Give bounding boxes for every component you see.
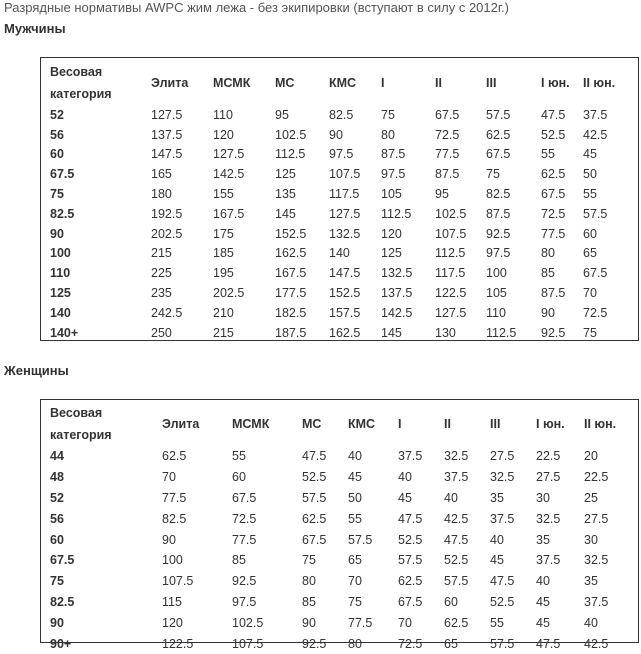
norm-value-cell: 72.5 bbox=[583, 305, 608, 320]
norm-value-cell: 37.5 bbox=[536, 553, 561, 568]
men-table-body bbox=[50, 105, 636, 343]
norm-value-cell: 80 bbox=[348, 636, 362, 651]
weight-category-cell: 140+ bbox=[50, 325, 79, 340]
norm-value-cell: 32.5 bbox=[490, 470, 515, 485]
norm-value-cell: 107.5 bbox=[329, 167, 361, 182]
norm-value-cell: 75 bbox=[381, 107, 395, 122]
norm-value-cell: 42.5 bbox=[583, 127, 608, 142]
norm-value-cell: 40 bbox=[490, 532, 504, 547]
norm-value-cell: 55 bbox=[490, 615, 504, 630]
column-header: I bbox=[381, 75, 385, 90]
norm-value-cell: 125 bbox=[275, 167, 296, 182]
norm-value-cell: 62.5 bbox=[302, 511, 327, 526]
norm-value-cell: 152.5 bbox=[275, 226, 307, 241]
norm-value-cell: 62.5 bbox=[444, 615, 469, 630]
norm-value-cell: 117.5 bbox=[329, 187, 360, 202]
norm-value-cell: 115 bbox=[162, 594, 182, 609]
column-header: МС bbox=[302, 417, 322, 431]
norm-value-cell: 30 bbox=[584, 532, 598, 547]
men-table-box bbox=[40, 57, 639, 341]
weight-category-cell: 100 bbox=[50, 246, 71, 261]
page-title: Разрядные нормативы AWPC жим лежа - без экипировки (вступают в силу с 2012г.) bbox=[4, 0, 509, 15]
norm-value-cell: 72.5 bbox=[541, 206, 566, 221]
table-row bbox=[50, 488, 636, 509]
norm-value-cell: 57.5 bbox=[490, 636, 515, 651]
women-table-body bbox=[50, 446, 636, 654]
norm-value-cell: 47.5 bbox=[490, 574, 515, 589]
column-header: II bbox=[435, 75, 442, 90]
norm-value-cell: 125 bbox=[381, 246, 402, 261]
norm-value-cell: 225 bbox=[151, 266, 172, 281]
norm-value-cell: 77.5 bbox=[435, 147, 460, 162]
weight-category-cell: 82.5 bbox=[50, 594, 75, 609]
norm-value-cell: 47.5 bbox=[398, 511, 423, 526]
norm-value-cell: 167.5 bbox=[275, 266, 307, 281]
norm-value-cell: 47.5 bbox=[536, 636, 561, 651]
norm-value-cell: 45 bbox=[490, 553, 504, 568]
norm-value-cell: 122.5 bbox=[162, 636, 194, 651]
norm-value-cell: 137.5 bbox=[381, 286, 413, 301]
norm-value-cell: 82.5 bbox=[486, 187, 511, 202]
norm-value-cell: 35 bbox=[490, 490, 504, 505]
weight-category-cell: 52 bbox=[50, 107, 64, 122]
norm-value-cell: 55 bbox=[583, 187, 597, 202]
norm-value-cell: 132.5 bbox=[329, 226, 361, 241]
norm-value-cell: 40 bbox=[536, 574, 550, 589]
norm-value-cell: 162.5 bbox=[275, 246, 307, 261]
norm-value-cell: 92.5 bbox=[486, 226, 511, 241]
norm-value-cell: 130 bbox=[435, 325, 456, 340]
norm-value-cell: 182.5 bbox=[275, 305, 307, 320]
norm-value-cell: 177.5 bbox=[275, 286, 307, 301]
norm-value-cell: 215 bbox=[151, 246, 172, 261]
norm-value-cell: 77.5 bbox=[348, 615, 373, 630]
norm-value-cell: 92.5 bbox=[232, 574, 257, 589]
weight-category-cell: 75 bbox=[50, 187, 64, 202]
table-row bbox=[50, 633, 636, 654]
column-header-weight-category: Весовая категория bbox=[50, 406, 112, 442]
men-header-row bbox=[50, 60, 636, 105]
norm-value-cell: 92.5 bbox=[302, 636, 327, 651]
norm-value-cell: 202.5 bbox=[151, 226, 183, 241]
norm-value-cell: 95 bbox=[275, 107, 289, 122]
weight-category-cell: 48 bbox=[50, 470, 64, 485]
norm-value-cell: 110 bbox=[213, 107, 233, 122]
norm-value-cell: 27.5 bbox=[536, 470, 561, 485]
norm-value-cell: 165 bbox=[151, 167, 172, 182]
norm-value-cell: 75 bbox=[583, 325, 597, 340]
norm-value-cell: 67.5 bbox=[583, 266, 608, 281]
norm-value-cell: 40 bbox=[444, 490, 458, 505]
norm-value-cell: 145 bbox=[275, 206, 296, 221]
column-header: II юн. bbox=[583, 75, 616, 90]
table-row bbox=[50, 467, 636, 488]
norm-value-cell: 155 bbox=[213, 187, 234, 202]
norm-value-cell: 127.5 bbox=[329, 206, 361, 221]
weight-category-cell: 56 bbox=[50, 511, 64, 526]
weight-category-cell: 60 bbox=[50, 147, 64, 162]
men-norms-table bbox=[50, 60, 636, 343]
norm-value-cell: 215 bbox=[213, 325, 234, 340]
norm-value-cell: 55 bbox=[348, 511, 362, 526]
norm-value-cell: 52.5 bbox=[490, 594, 515, 609]
norm-value-cell: 57.5 bbox=[398, 553, 423, 568]
norm-value-cell: 120 bbox=[381, 226, 402, 241]
norm-value-cell: 62.5 bbox=[486, 127, 511, 142]
norm-value-cell: 97.5 bbox=[329, 147, 354, 162]
table-row bbox=[50, 145, 636, 165]
norm-value-cell: 52.5 bbox=[302, 470, 327, 485]
norm-value-cell: 60 bbox=[444, 594, 458, 609]
weight-category-cell: 90 bbox=[50, 226, 64, 241]
table-row bbox=[50, 550, 636, 571]
norm-value-cell: 90 bbox=[329, 127, 343, 142]
norm-value-cell: 102.5 bbox=[232, 615, 264, 630]
norm-value-cell: 112.5 bbox=[381, 206, 412, 221]
table-row bbox=[50, 164, 636, 184]
norm-value-cell: 85 bbox=[232, 553, 246, 568]
column-header: МС bbox=[275, 75, 295, 90]
norm-value-cell: 85 bbox=[302, 594, 316, 609]
norm-value-cell: 152.5 bbox=[329, 286, 361, 301]
weight-category-cell: 52 bbox=[50, 490, 64, 505]
norm-value-cell: 90 bbox=[541, 305, 555, 320]
norm-value-cell: 87.5 bbox=[435, 167, 460, 182]
column-header: III bbox=[486, 75, 497, 90]
table-row bbox=[50, 125, 636, 145]
norm-value-cell: 107.5 bbox=[162, 574, 194, 589]
norm-value-cell: 137.5 bbox=[151, 127, 183, 142]
norm-value-cell: 127.5 bbox=[213, 147, 245, 162]
norm-value-cell: 67.5 bbox=[486, 147, 511, 162]
norm-value-cell: 50 bbox=[348, 490, 362, 505]
norm-value-cell: 37.5 bbox=[583, 107, 608, 122]
norm-value-cell: 187.5 bbox=[275, 325, 307, 340]
norm-value-cell: 120 bbox=[213, 127, 234, 142]
norm-value-cell: 107.5 bbox=[232, 636, 264, 651]
norm-value-cell: 82.5 bbox=[329, 107, 354, 122]
norm-value-cell: 47.5 bbox=[541, 107, 566, 122]
table-row bbox=[50, 592, 636, 613]
norm-value-cell: 75 bbox=[302, 553, 316, 568]
norm-value-cell: 100 bbox=[486, 266, 507, 281]
norm-value-cell: 140 bbox=[329, 246, 350, 261]
column-header: III bbox=[490, 417, 501, 431]
table-row bbox=[50, 263, 636, 283]
norm-value-cell: 30 bbox=[536, 490, 550, 505]
table-row bbox=[50, 508, 636, 529]
weight-category-cell: 67.5 bbox=[50, 167, 75, 182]
norm-value-cell: 67.5 bbox=[232, 490, 257, 505]
men-table-header bbox=[50, 60, 636, 105]
norm-value-cell: 55 bbox=[232, 449, 246, 464]
norm-value-cell: 70 bbox=[398, 615, 412, 630]
norm-value-cell: 85 bbox=[541, 266, 555, 281]
table-row bbox=[50, 303, 636, 323]
weight-category-cell: 60 bbox=[50, 532, 64, 547]
norm-value-cell: 127.5 bbox=[151, 107, 183, 122]
norm-value-cell: 57.5 bbox=[583, 206, 608, 221]
norm-value-cell: 145 bbox=[381, 325, 402, 340]
norm-value-cell: 195 bbox=[213, 266, 234, 281]
norm-value-cell: 167.5 bbox=[213, 206, 245, 221]
norm-value-cell: 57.5 bbox=[302, 490, 327, 505]
column-header: I юн. bbox=[536, 417, 565, 431]
table-row bbox=[50, 105, 636, 125]
norm-value-cell: 90 bbox=[162, 532, 176, 547]
norm-value-cell: 67.5 bbox=[435, 107, 460, 122]
norm-value-cell: 35 bbox=[584, 574, 598, 589]
norm-value-cell: 72.5 bbox=[435, 127, 460, 142]
weight-category-cell: 82.5 bbox=[50, 206, 75, 221]
norm-value-cell: 95 bbox=[435, 187, 449, 202]
norm-value-cell: 132.5 bbox=[381, 266, 413, 281]
norm-value-cell: 22.5 bbox=[584, 470, 609, 485]
column-header-weight-category: Весовая категория bbox=[50, 64, 112, 101]
norm-value-cell: 27.5 bbox=[490, 449, 515, 464]
norm-value-cell: 87.5 bbox=[486, 206, 511, 221]
norm-value-cell: 32.5 bbox=[536, 511, 561, 526]
norm-value-cell: 32.5 bbox=[444, 449, 469, 464]
women-norms-table bbox=[50, 402, 636, 654]
norm-value-cell: 175 bbox=[213, 226, 234, 241]
norm-value-cell: 80 bbox=[541, 246, 555, 261]
norm-value-cell: 65 bbox=[348, 553, 362, 568]
column-header: КМС bbox=[329, 75, 357, 90]
table-row bbox=[50, 244, 636, 264]
norm-value-cell: 75 bbox=[348, 594, 362, 609]
norm-value-cell: 100 bbox=[162, 553, 183, 568]
norm-value-cell: 77.5 bbox=[541, 226, 566, 241]
column-header: II юн. bbox=[584, 417, 617, 431]
norm-value-cell: 20 bbox=[584, 449, 598, 464]
norm-value-cell: 97.5 bbox=[486, 246, 511, 261]
women-heading: Женщины bbox=[4, 363, 69, 378]
norm-value-cell: 67.5 bbox=[541, 187, 566, 202]
column-header: МСМК bbox=[232, 417, 270, 431]
norm-value-cell: 142.5 bbox=[213, 167, 245, 182]
table-row bbox=[50, 224, 636, 244]
column-header: I bbox=[398, 417, 402, 431]
table-row bbox=[50, 446, 636, 467]
norm-value-cell: 50 bbox=[583, 167, 597, 182]
norm-value-cell: 70 bbox=[583, 286, 597, 301]
norm-value-cell: 242.5 bbox=[151, 305, 183, 320]
weight-category-cell: 110 bbox=[50, 266, 71, 281]
norm-value-cell: 52.5 bbox=[398, 532, 423, 547]
norm-value-cell: 122.5 bbox=[435, 286, 467, 301]
norm-value-cell: 62.5 bbox=[162, 449, 187, 464]
norm-value-cell: 37.5 bbox=[490, 511, 515, 526]
weight-category-cell: 56 bbox=[50, 127, 64, 142]
norm-value-cell: 25 bbox=[584, 490, 598, 505]
norm-value-cell: 210 bbox=[213, 305, 234, 320]
weight-category-cell: 67.5 bbox=[50, 553, 75, 568]
norm-value-cell: 157.5 bbox=[329, 305, 361, 320]
norm-value-cell: 57.5 bbox=[348, 532, 373, 547]
norm-value-cell: 87.5 bbox=[381, 147, 406, 162]
norm-value-cell: 147.5 bbox=[151, 147, 183, 162]
column-header: II bbox=[444, 417, 451, 431]
norm-value-cell: 235 bbox=[151, 286, 172, 301]
norm-value-cell: 22.5 bbox=[536, 449, 561, 464]
women-table-header bbox=[50, 402, 636, 446]
weight-category-cell: 90 bbox=[50, 615, 64, 630]
table-row bbox=[50, 323, 636, 343]
norm-value-cell: 45 bbox=[348, 470, 362, 485]
norm-value-cell: 112.5 bbox=[275, 147, 306, 162]
norm-value-cell: 32.5 bbox=[584, 553, 609, 568]
norm-value-cell: 80 bbox=[381, 127, 395, 142]
women-table-box bbox=[40, 399, 639, 651]
norm-value-cell: 37.5 bbox=[584, 594, 609, 609]
weight-category-cell: 125 bbox=[50, 286, 71, 301]
norm-value-cell: 45 bbox=[536, 615, 550, 630]
norm-value-cell: 80 bbox=[302, 574, 316, 589]
weight-category-cell: 44 bbox=[50, 449, 64, 464]
norm-value-cell: 52.5 bbox=[541, 127, 566, 142]
norm-value-cell: 35 bbox=[536, 532, 550, 547]
column-header: МСМК bbox=[213, 75, 251, 90]
norm-value-cell: 67.5 bbox=[398, 594, 423, 609]
norm-value-cell: 47.5 bbox=[302, 449, 327, 464]
norm-value-cell: 105 bbox=[381, 187, 402, 202]
norm-value-cell: 250 bbox=[151, 325, 172, 340]
norm-value-cell: 92.5 bbox=[541, 325, 566, 340]
norm-value-cell: 60 bbox=[232, 470, 246, 485]
norm-value-cell: 102.5 bbox=[275, 127, 307, 142]
table-row bbox=[50, 612, 636, 633]
norm-value-cell: 180 bbox=[151, 187, 172, 202]
norm-value-cell: 42.5 bbox=[584, 636, 609, 651]
norm-value-cell: 47.5 bbox=[444, 532, 469, 547]
norm-value-cell: 147.5 bbox=[329, 266, 361, 281]
norm-value-cell: 75 bbox=[486, 167, 500, 182]
table-row bbox=[50, 283, 636, 303]
table-row bbox=[50, 571, 636, 592]
norm-value-cell: 72.5 bbox=[232, 511, 257, 526]
norm-value-cell: 40 bbox=[348, 449, 362, 464]
norm-value-cell: 142.5 bbox=[381, 305, 413, 320]
norm-value-cell: 55 bbox=[541, 147, 555, 162]
norm-value-cell: 202.5 bbox=[213, 286, 245, 301]
norm-value-cell: 77.5 bbox=[162, 490, 187, 505]
table-row bbox=[50, 204, 636, 224]
norm-value-cell: 77.5 bbox=[232, 532, 257, 547]
norm-value-cell: 67.5 bbox=[302, 532, 327, 547]
norm-value-cell: 40 bbox=[398, 470, 412, 485]
men-heading: Мужчины bbox=[4, 21, 66, 36]
norm-value-cell: 37.5 bbox=[398, 449, 423, 464]
norm-value-cell: 185 bbox=[213, 246, 234, 261]
norm-value-cell: 127.5 bbox=[435, 305, 467, 320]
table-row bbox=[50, 529, 636, 550]
norm-value-cell: 62.5 bbox=[541, 167, 566, 182]
norm-value-cell: 52.5 bbox=[444, 553, 469, 568]
norm-value-cell: 45 bbox=[398, 490, 412, 505]
norm-value-cell: 65 bbox=[583, 246, 597, 261]
norm-value-cell: 105 bbox=[486, 286, 507, 301]
column-header: Элита bbox=[151, 75, 189, 90]
norm-value-cell: 27.5 bbox=[584, 511, 609, 526]
norm-value-cell: 120 bbox=[162, 615, 183, 630]
norm-value-cell: 107.5 bbox=[435, 226, 467, 241]
norm-value-cell: 65 bbox=[444, 636, 458, 651]
norm-value-cell: 45 bbox=[536, 594, 550, 609]
norm-value-cell: 42.5 bbox=[444, 511, 469, 526]
norm-value-cell: 102.5 bbox=[435, 206, 467, 221]
norm-value-cell: 70 bbox=[162, 470, 176, 485]
table-row bbox=[50, 184, 636, 204]
norm-value-cell: 112.5 bbox=[435, 246, 466, 261]
norm-value-cell: 60 bbox=[583, 226, 597, 241]
norm-value-cell: 90 bbox=[302, 615, 316, 630]
women-header-row bbox=[50, 402, 636, 446]
norm-value-cell: 37.5 bbox=[444, 470, 469, 485]
weight-category-cell: 140 bbox=[50, 305, 71, 320]
norm-value-cell: 40 bbox=[584, 615, 598, 630]
norm-value-cell: 110 bbox=[486, 305, 506, 320]
norm-value-cell: 62.5 bbox=[398, 574, 423, 589]
column-header: Элита bbox=[162, 417, 200, 431]
norm-value-cell: 87.5 bbox=[541, 286, 566, 301]
norm-value-cell: 162.5 bbox=[329, 325, 361, 340]
norm-value-cell: 57.5 bbox=[486, 107, 511, 122]
norm-value-cell: 192.5 bbox=[151, 206, 183, 221]
norm-value-cell: 57.5 bbox=[444, 574, 469, 589]
norm-value-cell: 135 bbox=[275, 187, 296, 202]
norm-value-cell: 82.5 bbox=[162, 511, 187, 526]
norm-value-cell: 70 bbox=[348, 574, 362, 589]
norm-value-cell: 97.5 bbox=[381, 167, 406, 182]
norm-value-cell: 97.5 bbox=[232, 594, 257, 609]
column-header: I юн. bbox=[541, 75, 570, 90]
norm-value-cell: 45 bbox=[583, 147, 597, 162]
weight-category-cell: 75 bbox=[50, 574, 64, 589]
column-header: КМС bbox=[348, 417, 376, 431]
weight-category-cell: 90+ bbox=[50, 636, 72, 651]
norm-value-cell: 117.5 bbox=[435, 266, 466, 281]
norm-value-cell: 112.5 bbox=[486, 325, 517, 340]
norm-value-cell: 72.5 bbox=[398, 636, 423, 651]
